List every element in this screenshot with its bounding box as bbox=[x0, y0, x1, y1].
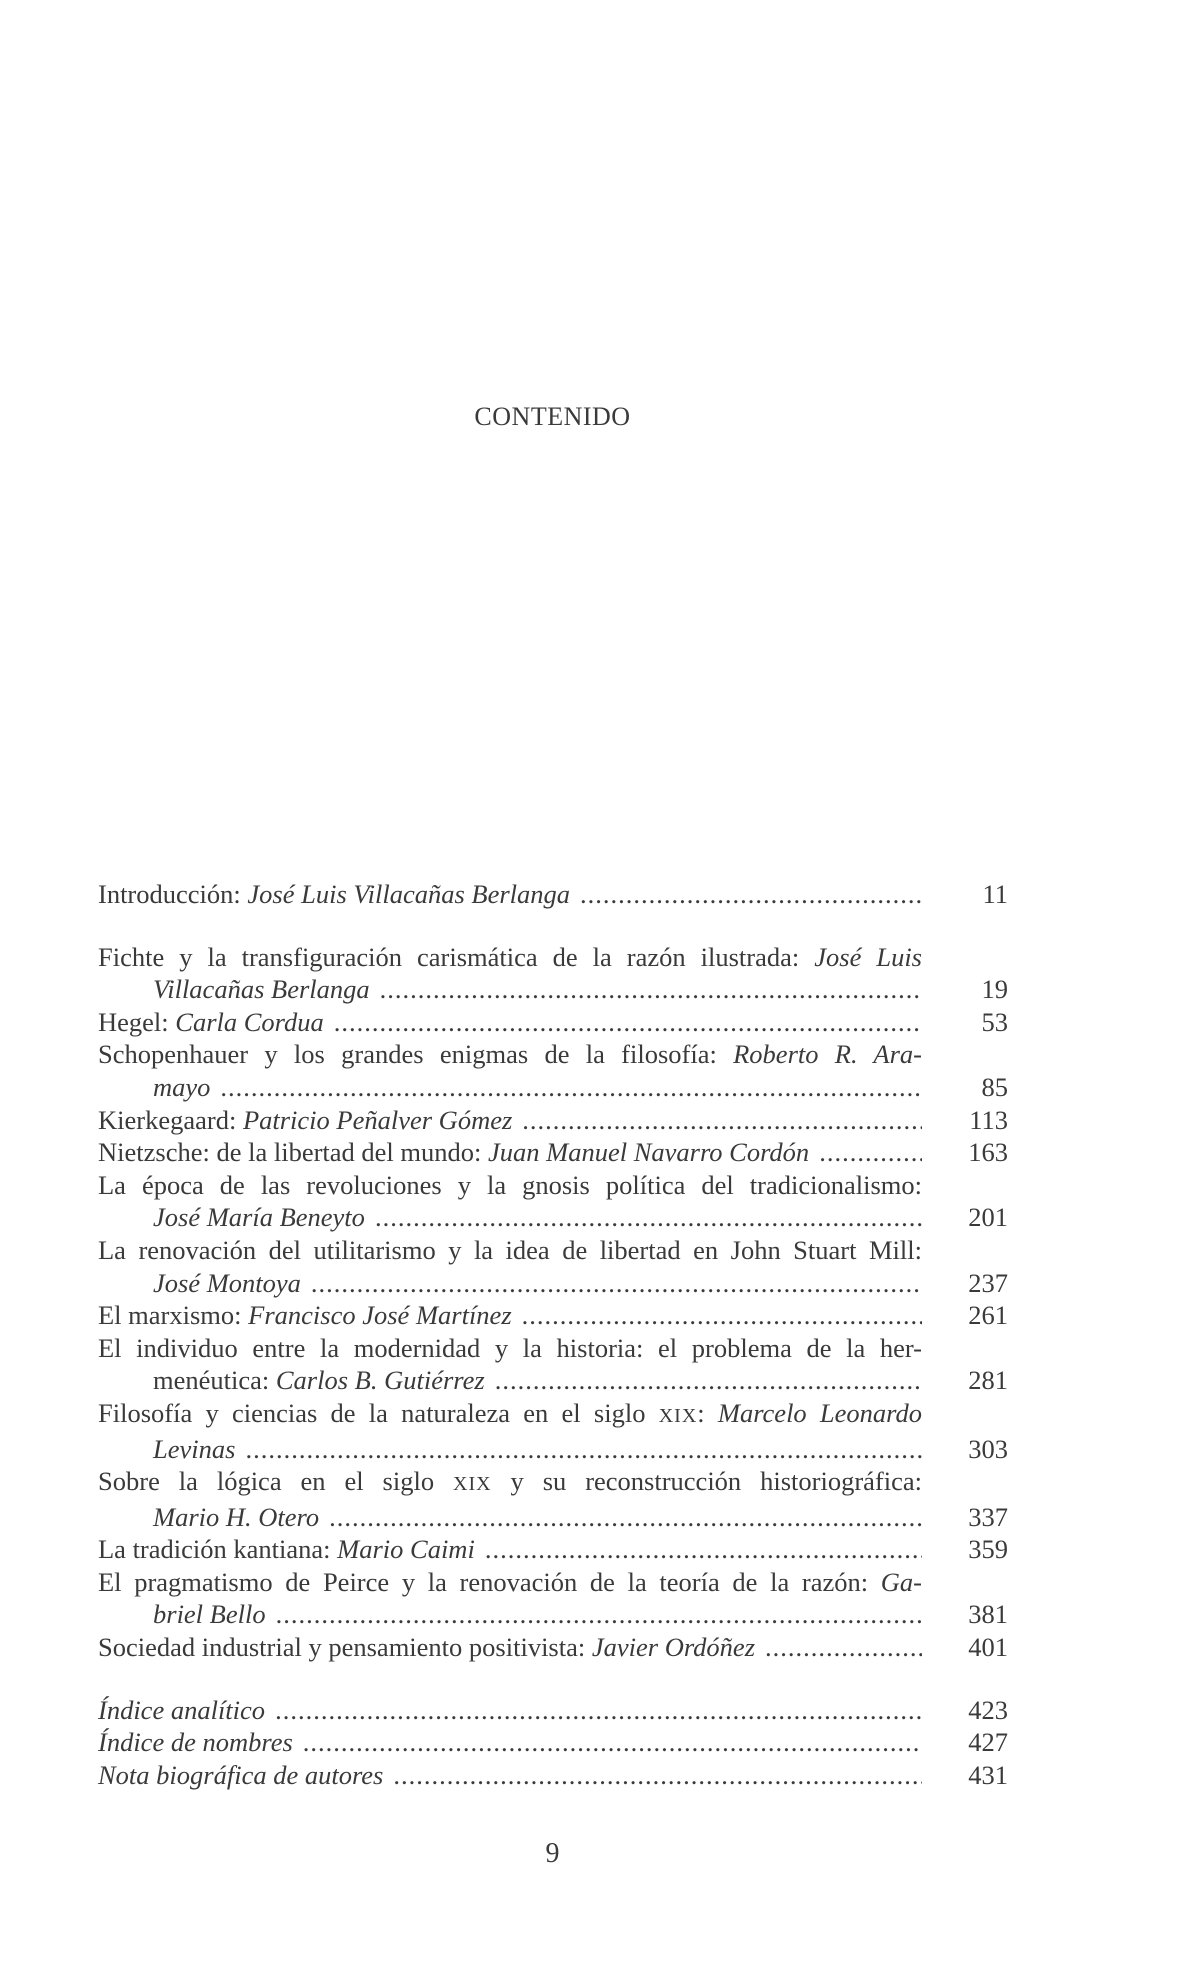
entry-title: Fichte y la transfiguración carismática de la razón ilustrada: bbox=[98, 941, 815, 972]
toc-entry-nota-biografica bbox=[98, 1759, 1008, 1792]
entry-title: La época de las revoluciones y la gnosis política del tradicionalismo: bbox=[98, 1169, 922, 1200]
entry-title: La renovación del utilitarismo y la idea de libertad en John Stuart Mill: bbox=[98, 1234, 922, 1265]
page-number: 85 bbox=[981, 1071, 1008, 1102]
page-number: 337 bbox=[968, 1501, 1008, 1532]
folio-page-number: 9 bbox=[545, 1838, 560, 1869]
toc-entry-marxismo bbox=[98, 1299, 1008, 1332]
toc-entry-indice-nombres bbox=[98, 1726, 1008, 1759]
entry-author: mayo bbox=[153, 1071, 211, 1102]
toc-entry-revoluciones bbox=[98, 1169, 1008, 1234]
entry-title: El individuo entre la modernidad y la historia: el problema de la her- bbox=[98, 1332, 922, 1363]
entry-title: Kierkegaard: bbox=[98, 1104, 243, 1135]
entry-title: Filosofía y ciencias de la naturaleza en el siglo bbox=[98, 1397, 659, 1428]
page-number: 11 bbox=[982, 879, 1008, 909]
entry-author: Mario H. Otero bbox=[153, 1501, 320, 1532]
dot-leader bbox=[522, 1104, 922, 1137]
entry-author: Marcelo Leonardo bbox=[717, 1397, 923, 1428]
entry-title: menéutica: bbox=[153, 1365, 276, 1396]
toc-entry-utilitarismo bbox=[98, 1234, 1008, 1299]
page-number: 113 bbox=[969, 1104, 1008, 1135]
dot-leader bbox=[329, 1501, 922, 1534]
toc-entry-ciencias bbox=[98, 1397, 1008, 1465]
entry-author: Juan Manuel Navarro Cordón bbox=[488, 1137, 810, 1168]
page-number: 53 bbox=[981, 1006, 1008, 1037]
entry-title: : bbox=[697, 1397, 718, 1428]
century-numeral: XIX bbox=[658, 1404, 698, 1427]
toc-entry-positivismo bbox=[98, 1631, 1008, 1664]
page-number: 303 bbox=[968, 1433, 1008, 1464]
entry-title: Introducción: bbox=[98, 879, 248, 909]
entry-title: Nota biográfica de autores bbox=[98, 1759, 384, 1790]
entry-author: Francisco José Martínez bbox=[248, 1300, 512, 1331]
entry-author: Levinas bbox=[153, 1433, 236, 1464]
page-number: 201 bbox=[968, 1202, 1008, 1233]
page-number: 431 bbox=[968, 1759, 1008, 1790]
entry-author: José Luis Villacañas Berlanga bbox=[247, 879, 571, 909]
entry-title: Schopenhauer y los grandes enigmas de la filosofía: bbox=[98, 1039, 734, 1070]
toc-entry-fichte bbox=[98, 941, 1008, 1006]
entry-author: José Luis bbox=[814, 941, 922, 972]
entry-author: Villacañas Berlanga bbox=[153, 974, 370, 1005]
entry-author: briel Bello bbox=[153, 1599, 266, 1630]
century-numeral: XIX bbox=[453, 1473, 492, 1496]
entry-author: Roberto R. Ara- bbox=[733, 1039, 922, 1070]
dot-leader bbox=[393, 1759, 922, 1792]
entry-title: La tradición kantiana: bbox=[98, 1534, 338, 1565]
toc-entry-hegel bbox=[98, 1006, 1008, 1039]
dot-leader bbox=[819, 1136, 922, 1169]
toc-entry-logica bbox=[98, 1465, 1008, 1533]
entry-author: Ga- bbox=[880, 1566, 922, 1597]
page-number: 401 bbox=[968, 1632, 1008, 1663]
toc-entry-peirce bbox=[98, 1566, 1008, 1631]
dot-leader bbox=[276, 1598, 922, 1631]
entry-title: Hegel: bbox=[98, 1006, 176, 1037]
entry-title: Sobre la lógica en el siglo bbox=[98, 1466, 454, 1497]
page-number: 423 bbox=[968, 1694, 1008, 1725]
page-number: 359 bbox=[968, 1534, 1008, 1565]
dot-leader bbox=[245, 1433, 922, 1466]
dot-leader bbox=[375, 1201, 922, 1234]
toc-entry-introduccion bbox=[98, 878, 1008, 911]
entry-title: El marxismo: bbox=[98, 1300, 249, 1331]
toc-entry-indice-analitico bbox=[98, 1694, 1008, 1727]
entry-title: El pragmatismo de Peirce y la renovación de la teoría de la razón: bbox=[98, 1566, 881, 1597]
dot-leader bbox=[220, 1071, 922, 1104]
page-number: 281 bbox=[968, 1365, 1008, 1396]
table-of-contents bbox=[98, 878, 1008, 1791]
dot-leader bbox=[311, 1267, 922, 1300]
page-number: 163 bbox=[968, 1137, 1008, 1168]
dot-leader bbox=[485, 1533, 922, 1566]
entry-author: Mario Caimi bbox=[337, 1534, 475, 1565]
entry-title: Nietzsche: de la libertad del mundo: bbox=[98, 1137, 489, 1168]
toc-entry-kierkegaard bbox=[98, 1104, 1008, 1137]
entry-author: José Montoya bbox=[153, 1267, 301, 1298]
page-number: 381 bbox=[968, 1599, 1008, 1630]
toc-entry-kantiana bbox=[98, 1533, 1008, 1566]
entry-title: y su reconstrucción historiográfica: bbox=[491, 1466, 923, 1497]
toc-entry-schopenhauer bbox=[98, 1038, 1008, 1103]
page-number: 261 bbox=[968, 1300, 1008, 1331]
page-number: 237 bbox=[968, 1267, 1008, 1298]
dot-leader bbox=[495, 1364, 922, 1397]
dot-leader bbox=[334, 1006, 922, 1039]
dot-leader bbox=[303, 1726, 922, 1759]
entry-author: José María Beneyto bbox=[153, 1202, 365, 1233]
toc-entry-nietzsche bbox=[98, 1136, 1008, 1169]
page-number: 427 bbox=[968, 1727, 1008, 1758]
entry-author: Javier Ordóñez bbox=[591, 1632, 756, 1663]
entry-author: Carlos B. Gutiérrez bbox=[275, 1365, 485, 1396]
entry-author: Carla Cordua bbox=[175, 1006, 324, 1037]
entry-title: Índice analítico bbox=[98, 1694, 266, 1725]
dot-leader bbox=[275, 1694, 922, 1727]
entry-author: Patricio Peñalver Gómez bbox=[242, 1104, 513, 1135]
page-number: 19 bbox=[981, 974, 1008, 1005]
dot-leader bbox=[580, 878, 922, 911]
dot-leader bbox=[765, 1631, 922, 1664]
dot-leader bbox=[380, 973, 922, 1006]
page-title: CONTENIDO bbox=[474, 402, 631, 431]
toc-entry-individuo bbox=[98, 1332, 1008, 1397]
dot-leader bbox=[522, 1299, 922, 1332]
entry-title: Sociedad industrial y pensamiento positivista: bbox=[98, 1632, 592, 1663]
entry-title: Índice de nombres bbox=[98, 1727, 293, 1758]
